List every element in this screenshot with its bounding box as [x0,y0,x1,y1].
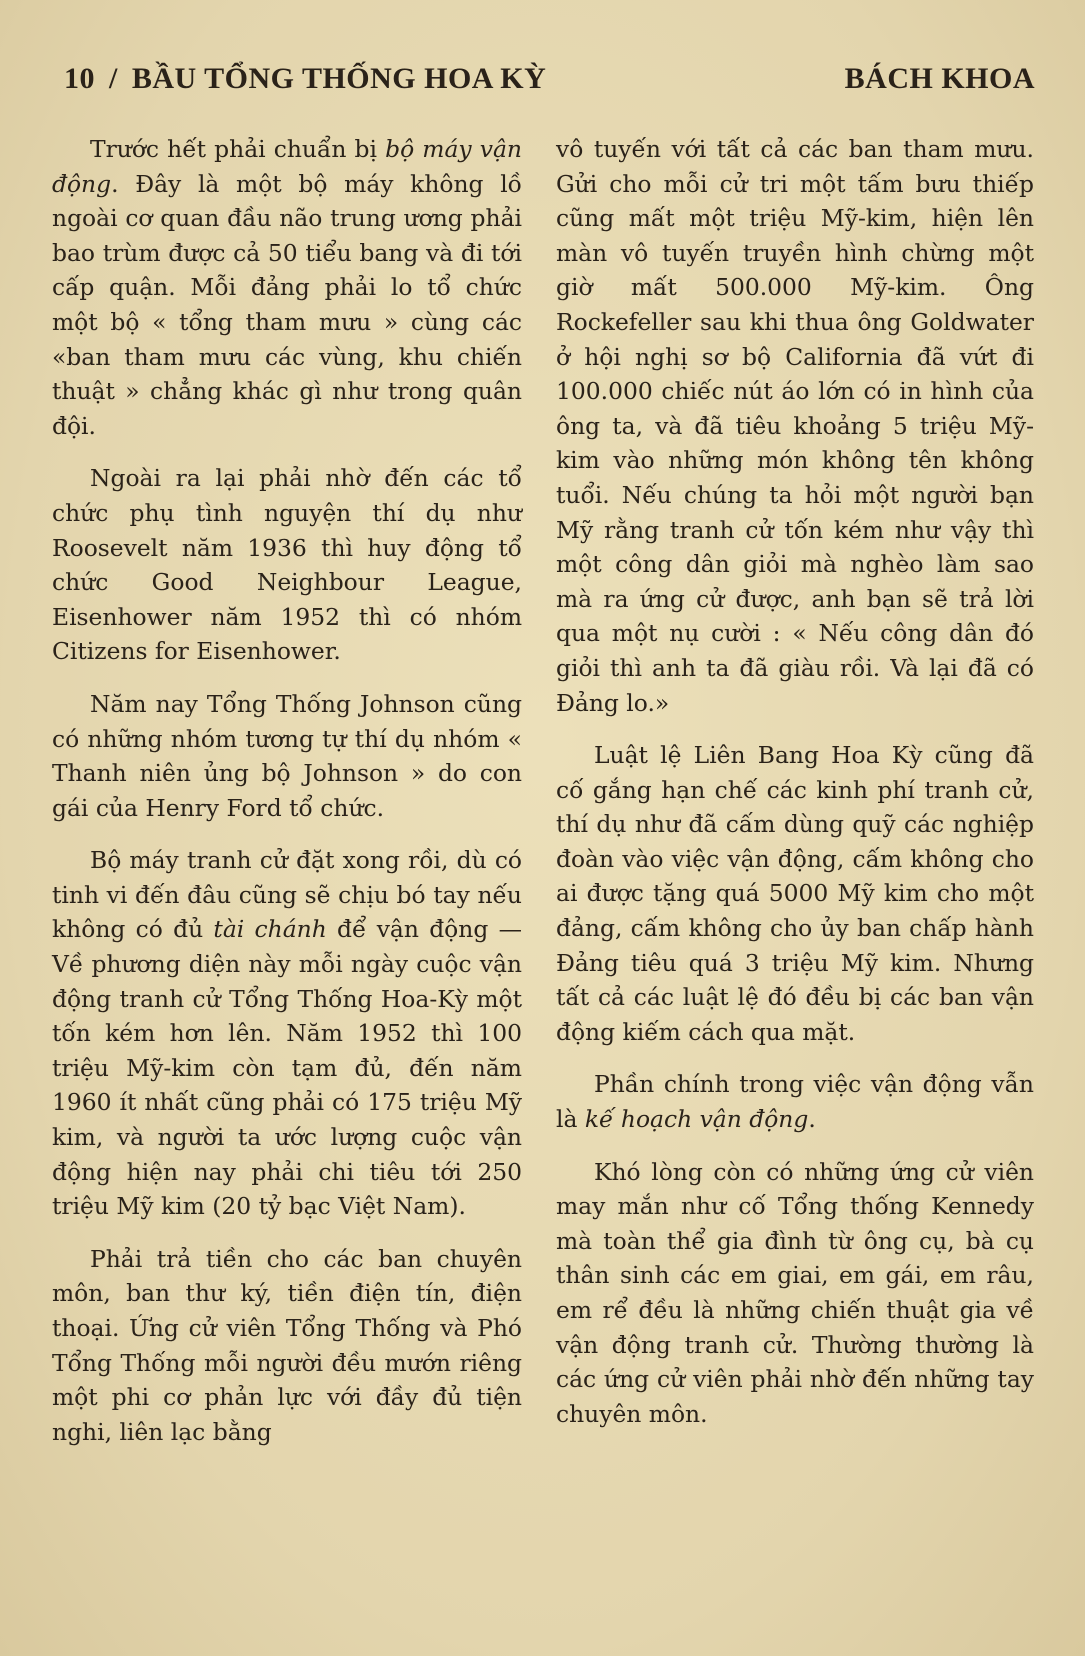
text-run: . Đây là một bộ máy không lồ ngoài cơ quan đầu não trung ương phải bao trùm được cả 50 tiểu bang và đi tới cấp quận. Mỗi đảng phải lo tổ chức một bộ « tổng tham mưu » cùng các «ban tham mưu các vùng, khu chiến thuật » chẳng khác gì như trong quân đội. [52,169,522,440]
text-run: Phần chính trong việc vận động vẫn là [556,1070,1034,1134]
paragraph: Năm nay Tổng Thống Johnson cũng có những nhóm tương tự thí dụ nhóm « Thanh niên ủng bộ Johnson » do con gái của Henry Ford tổ chức. [52,689,522,822]
paragraph: Phải trả tiền cho các ban chuyên môn, ban thư ký, tiền điện tín, điện thoại. Ứng cử viên Tổng Thống và Phó Tổng Thống mỗi người đều mướn riêng một phi cơ phản lực với đầy đủ tiện nghi, liên lạc bằng [52,1244,522,1446]
publication-name: BÁCH KHOA [844,62,1035,95]
paragraph: Ngoài ra lại phải nhờ đến các tổ chức phụ tình nguyện thí dụ như Roosevelt năm 1936 thì huy động tổ chức Good Neighbour League, Eisenhower năm 1952 thì có nhóm Citizens for Eisenhower. [52,464,522,666]
page-header [64,62,1035,106]
paragraph [52,132,522,443]
page-number: 10 [64,62,95,95]
running-title: BẦU TỔNG THỐNG HOA KỲ [131,62,547,95]
text-run: để vận động — Về phương diện này mỗi ngày cuộc vận động tranh cử Tổng Thống Hoa-Kỳ một tốn kém hơn lên. Năm 1952 thì 100 triệu Mỹ-kim còn tạm đủ, đến năm 1960 ít nhất cũng phải có 175 triệu Mỹ kim, và người ta ước lượng cuộc vận động hiện nay phải chi tiêu tới 250 triệu Mỹ kim (20 tỷ bạc Việt Nam). [52,915,522,1221]
paragraph: Khó lòng còn có những ứng cử viên may mắn như cố Tổng thống Kennedy mà toàn thể gia đình từ ông cụ, bà cụ thân sinh các em giai, em gái, em râu, em rể đều là những chiến thuật gia về vận động tranh cử. Thường thường là các ứng cử viên phải nhờ đến những tay chuyên môn. [556,1157,1034,1428]
emphasis-text: tài chánh [213,915,327,944]
emphasis-text: kế hoạch vận động [584,1105,809,1134]
right-column [556,132,1034,1449]
text-run: . [808,1105,816,1134]
paragraph [52,843,522,1224]
text-run: Bộ máy tranh cử đặt xong rồi, dù có tinh vi đến đâu cũng sẽ chịu bó tay nếu không có đủ [52,846,522,944]
header-separator: / [109,62,118,95]
text-run: Trước hết phải chuẩn bị [90,135,386,163]
paragraph: Luật lệ Liên Bang Hoa Kỳ cũng đã cố gắng hạn chế các kinh phí tranh cử, thí dụ như đã cấm dùng quỹ các nghiệp đoàn vào việc vận động, cấm không cho ai được tặng quá 5000 Mỹ kim cho một đảng, cấm không cho ủy ban chấp hành Đảng tiêu quá 3 triệu Mỹ kim. Nhưng tất cả các luật lệ đó đều bị các ban vận động kiếm cách qua mặt. [556,741,1034,1046]
paragraph [556,1067,1034,1136]
header-left [64,62,546,96]
paragraph-continued: vô tuyến với tất cả các ban tham mưu. Gửi cho mỗi cử tri một tấm bưu thiếp cũng mất một triệu Mỹ-kim, hiện lên màn vô tuyến truyền hình chừng một giờ mất 500.000 Mỹ-kim. Ông Rockefeller sau khi thua ông Goldwater ở hội nghị sơ bộ California đã vứt đi 100.000 chiếc nút áo lớn có in hình của ông ta, và đã tiêu khoảng 5 triệu Mỹ-kim vào những món không tên không tuổi. Nếu chúng ta hỏi một người bạn Mỹ rằng tranh cử tốn kém như vậy thì một công dân giỏi mà nghèo làm sao mà ra ứng cử được, anh bạn sẽ trả lời qua một nụ cười : « Nếu công dân đó giỏi thì anh ta đã giàu rồi. Và lại đã có Đảng lo.» [556,135,1034,717]
left-column [52,132,522,1467]
emphasis-text: bộ máy vận động [52,135,522,198]
